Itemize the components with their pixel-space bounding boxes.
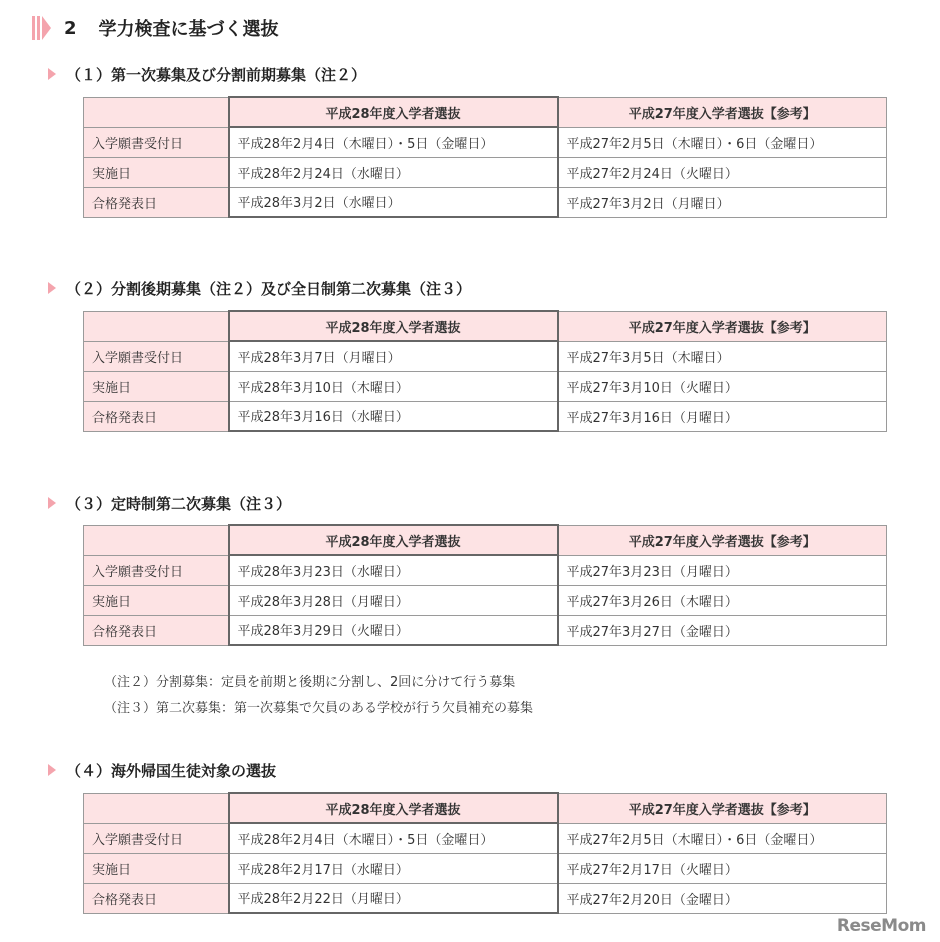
cell-h27: 平成27年3月2日（月曜日） bbox=[558, 187, 887, 217]
table-row bbox=[84, 853, 887, 883]
cell-h27: 平成27年2月17日（火曜日） bbox=[558, 853, 887, 883]
resemom-logo: ReseMom bbox=[836, 916, 926, 936]
cell-h28: 平成28年3月2日（水曜日） bbox=[229, 187, 558, 217]
table-row bbox=[84, 157, 887, 187]
row-label: 入学願書受付日 bbox=[84, 341, 229, 371]
triangle-bullet-icon bbox=[48, 68, 56, 80]
header-h27: 平成27年度入学者選抜【参考】 bbox=[558, 311, 887, 341]
section-title: （１）第一次募集及び分割前期募集（注２） bbox=[66, 65, 367, 84]
schedule-table-4 bbox=[83, 792, 887, 914]
section-title: （２）分割後期募集（注２）及び全日制第二次募集（注３） bbox=[66, 279, 472, 298]
table-header-row bbox=[84, 525, 887, 555]
row-label: 合格発表日 bbox=[84, 615, 229, 645]
note-3: （注３）第二次募集：第一次募集で欠員のある学校が行う欠員補充の募集 bbox=[104, 701, 534, 716]
section-title: （４）海外帰国生徒対象の選抜 bbox=[66, 761, 277, 780]
section-heading-1 bbox=[48, 63, 366, 85]
header-h27: 平成27年度入学者選抜【参考】 bbox=[558, 97, 887, 127]
header-h28: 平成28年度入学者選抜 bbox=[229, 311, 558, 341]
cell-h27: 平成27年3月26日（木曜日） bbox=[558, 585, 887, 615]
header-h27: 平成27年度入学者選抜【参考】 bbox=[558, 793, 887, 823]
cell-h28: 平成28年2月17日（水曜日） bbox=[229, 853, 558, 883]
cell-h28: 平成28年3月29日（火曜日） bbox=[229, 615, 558, 645]
row-label: 入学願書受付日 bbox=[84, 555, 229, 585]
cell-h28: 平成28年3月7日（月曜日） bbox=[229, 341, 558, 371]
row-label: 合格発表日 bbox=[84, 401, 229, 431]
schedule-table-3 bbox=[83, 524, 887, 646]
heading-number: 2 bbox=[64, 17, 77, 39]
table-header-row bbox=[84, 793, 887, 823]
cell-h27: 平成27年2月5日（木曜日）・6日（金曜日） bbox=[558, 127, 887, 157]
header-h28: 平成28年度入学者選抜 bbox=[229, 525, 558, 555]
row-label: 実施日 bbox=[84, 585, 229, 615]
section-heading-2 bbox=[48, 277, 471, 299]
row-label: 合格発表日 bbox=[84, 883, 229, 913]
cell-h28: 平成28年3月28日（月曜日） bbox=[229, 585, 558, 615]
cell-h27: 平成27年3月10日（火曜日） bbox=[558, 371, 887, 401]
triangle-bullet-icon bbox=[48, 282, 56, 294]
header-h28: 平成28年度入学者選抜 bbox=[229, 97, 558, 127]
cell-h28: 平成28年2月22日（月曜日） bbox=[229, 883, 558, 913]
cell-h28: 平成28年3月23日（水曜日） bbox=[229, 555, 558, 585]
section-title: （３）定時制第二次募集（注３） bbox=[66, 494, 292, 513]
table-row bbox=[84, 187, 887, 217]
table-row bbox=[84, 883, 887, 913]
cell-h28: 平成28年2月4日（木曜日）・5日（金曜日） bbox=[229, 127, 558, 157]
schedule-table-2 bbox=[83, 310, 887, 432]
heading-text: 学力検査に基づく選抜 bbox=[98, 19, 279, 40]
row-label: 入学願書受付日 bbox=[84, 127, 229, 157]
triangle-bullet-icon bbox=[48, 764, 56, 776]
cell-h27: 平成27年3月16日（月曜日） bbox=[558, 401, 887, 431]
table-header-row bbox=[84, 311, 887, 341]
section-heading-4 bbox=[48, 759, 276, 781]
note-2: （注２）分割募集：定員を前期と後期に分割し、2回に分けて行う募集 bbox=[104, 675, 516, 690]
row-label: 実施日 bbox=[84, 371, 229, 401]
table-row bbox=[84, 585, 887, 615]
triangle-bullet-icon bbox=[48, 497, 56, 509]
cell-h28: 平成28年3月10日（木曜日） bbox=[229, 371, 558, 401]
cell-h28: 平成28年3月16日（水曜日） bbox=[229, 401, 558, 431]
cell-h27: 平成27年3月27日（金曜日） bbox=[558, 615, 887, 645]
header-blank bbox=[84, 525, 229, 555]
section-heading-3 bbox=[48, 492, 291, 514]
header-h28: 平成28年度入学者選抜 bbox=[229, 793, 558, 823]
row-label: 合格発表日 bbox=[84, 187, 229, 217]
schedule-table-1 bbox=[83, 96, 887, 218]
table-row bbox=[84, 341, 887, 371]
table-row bbox=[84, 401, 887, 431]
main-heading bbox=[32, 14, 279, 42]
stripes-arrow-icon bbox=[32, 15, 54, 41]
row-label: 入学願書受付日 bbox=[84, 823, 229, 853]
header-blank bbox=[84, 311, 229, 341]
cell-h27: 平成27年2月20日（金曜日） bbox=[558, 883, 887, 913]
table-row bbox=[84, 127, 887, 157]
table-row bbox=[84, 555, 887, 585]
cell-h27: 平成27年2月24日（火曜日） bbox=[558, 157, 887, 187]
cell-h27: 平成27年3月23日（月曜日） bbox=[558, 555, 887, 585]
cell-h27: 平成27年3月5日（木曜日） bbox=[558, 341, 887, 371]
cell-h28: 平成28年2月24日（水曜日） bbox=[229, 157, 558, 187]
header-blank bbox=[84, 793, 229, 823]
row-label: 実施日 bbox=[84, 157, 229, 187]
header-h27: 平成27年度入学者選抜【参考】 bbox=[558, 525, 887, 555]
header-blank bbox=[84, 97, 229, 127]
notes bbox=[104, 670, 533, 722]
row-label: 実施日 bbox=[84, 853, 229, 883]
table-row bbox=[84, 371, 887, 401]
table-row bbox=[84, 615, 887, 645]
table-header-row bbox=[84, 97, 887, 127]
cell-h28: 平成28年2月4日（木曜日）・5日（金曜日） bbox=[229, 823, 558, 853]
table-row bbox=[84, 823, 887, 853]
cell-h27: 平成27年2月5日（木曜日）・6日（金曜日） bbox=[558, 823, 887, 853]
